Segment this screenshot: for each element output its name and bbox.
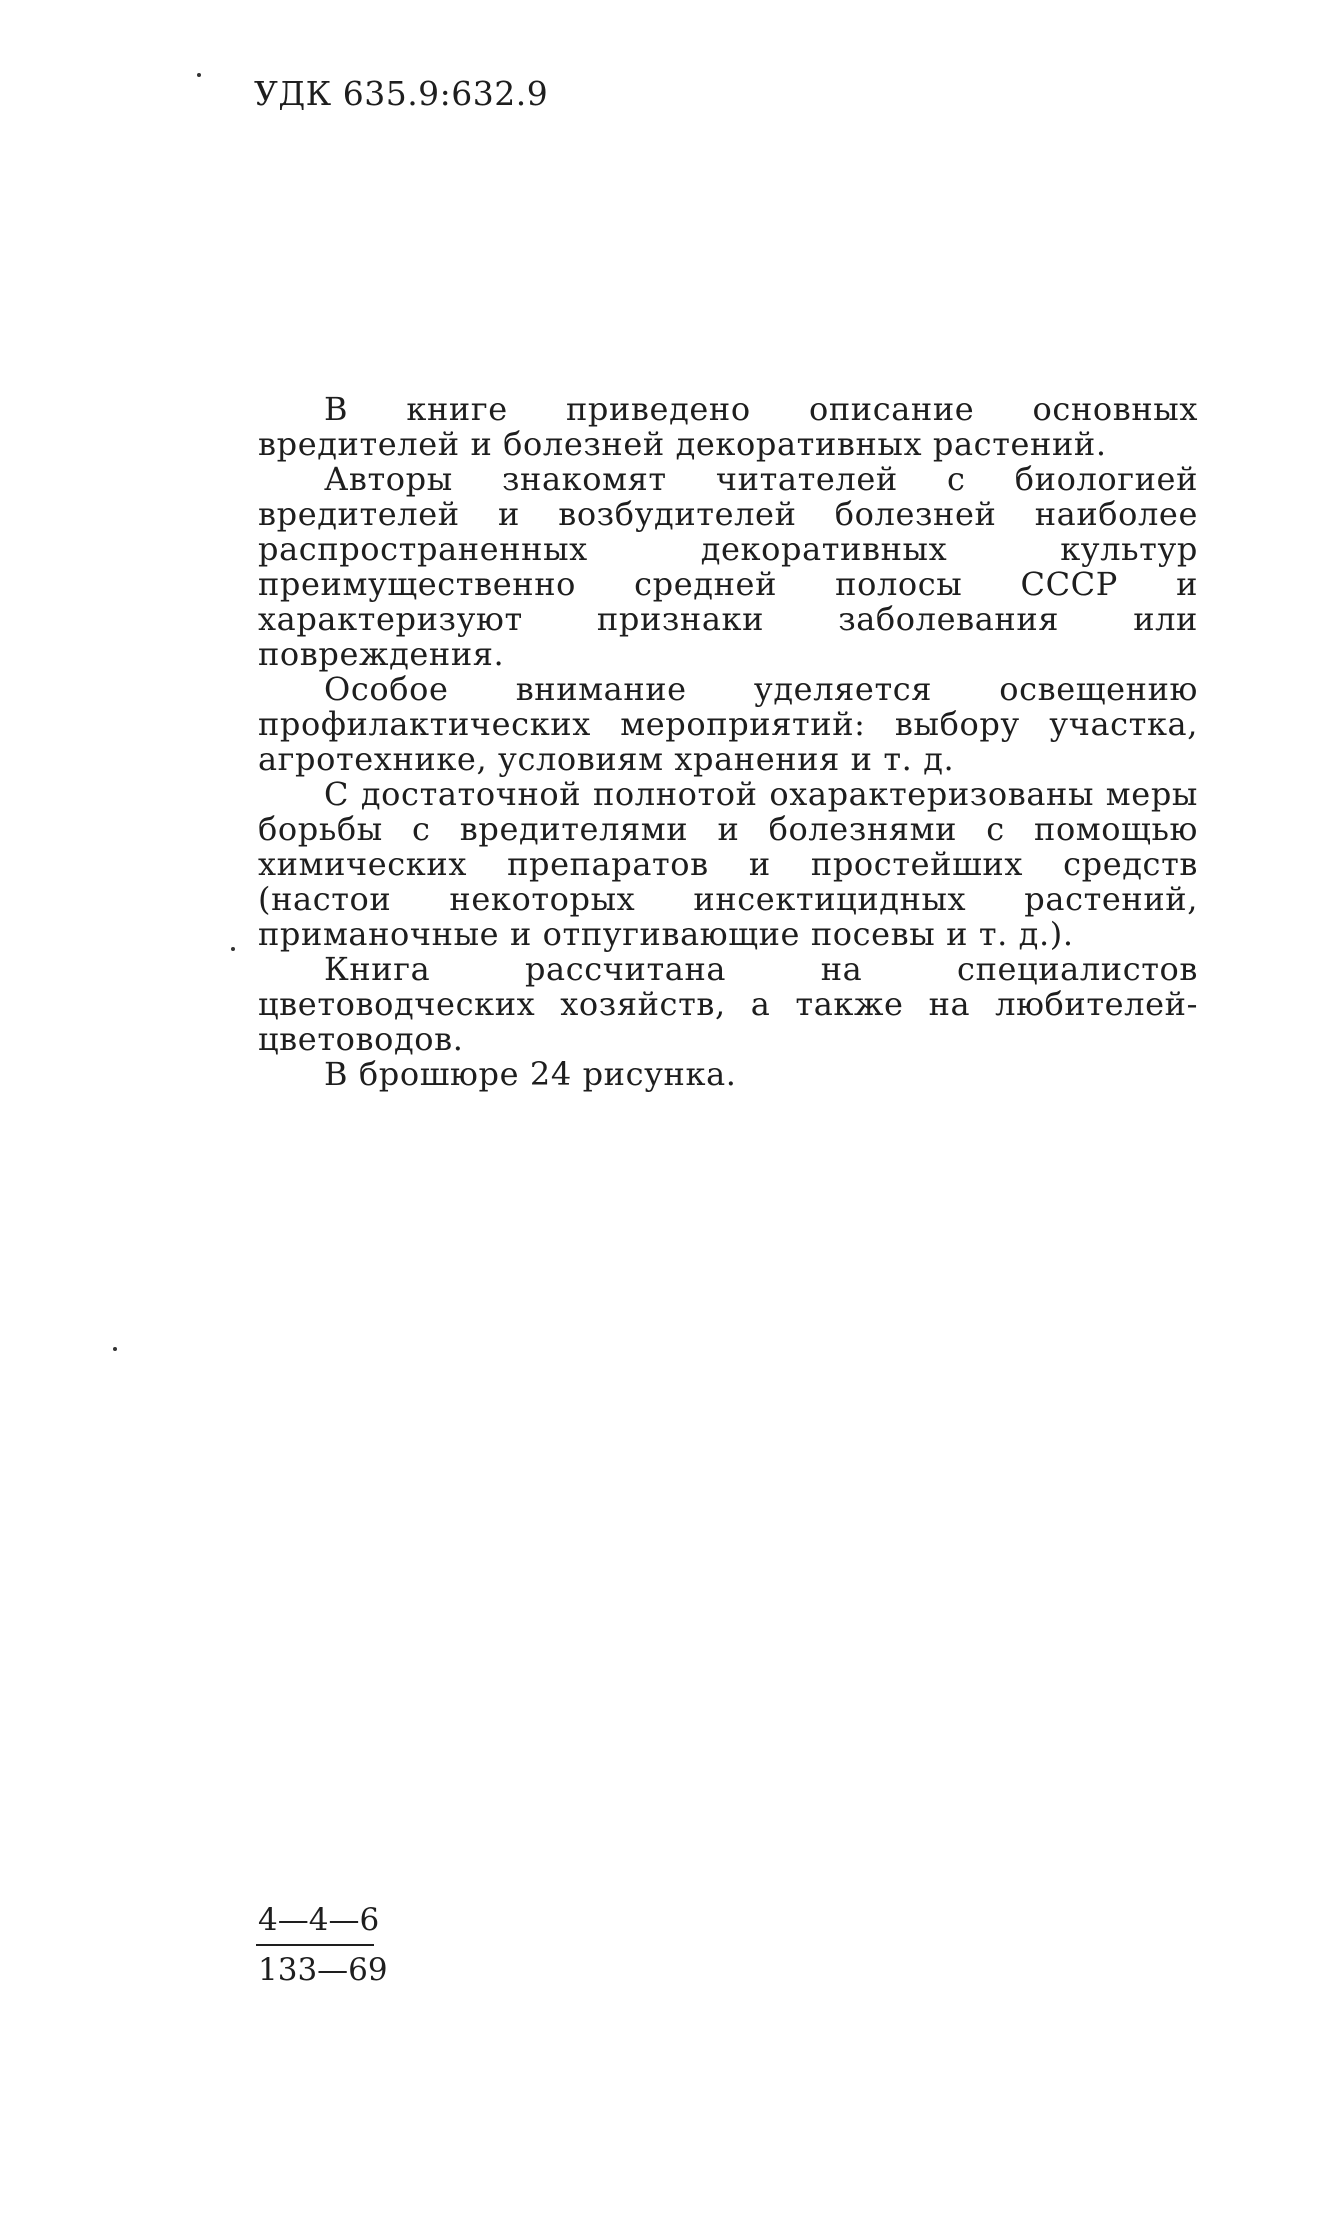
udc-code: УДК 635.9:632.9 xyxy=(254,74,549,113)
abstract-text xyxy=(258,392,1198,1092)
index-denominator: 133—69 xyxy=(258,1952,388,1988)
abstract-paragraph: Особое внимание уделяется освещению профилактических мероприятий: выбору участка, агротехнике, условиям хранения и т. д. xyxy=(258,670,1198,778)
abstract-paragraph: Книга рассчитана на специалистов цветоводческих хозяйств, а также на любителей-цветоводов. xyxy=(258,950,1198,1058)
abstract-paragraph: С достаточной полнотой охарактеризованы меры борьбы с вредителями и болезнями с помощью химических препаратов и простейших средств (настои некоторых инсектицидных растений, приманочные и отпугивающие посевы и т. д.). xyxy=(258,775,1198,953)
print-speck xyxy=(113,1347,117,1351)
print-speck xyxy=(231,947,235,951)
index-numerator: 4—4—6 xyxy=(258,1902,380,1938)
abstract-paragraph: В брошюре 24 рисунка. xyxy=(324,1055,737,1093)
abstract-paragraph: Авторы знакомят читателей с биологией вредителей и возбудителей болезней наиболее распространенных декоративных культур преимущественно средней полосы СССР и характеризуют признаки заболевания или повреждения. xyxy=(258,460,1198,673)
fraction-line xyxy=(256,1944,374,1946)
abstract-paragraph: В книге приведено описание основных вредителей и болезней декоративных растений. xyxy=(258,390,1198,463)
publisher-index xyxy=(256,1900,390,1990)
print-speck xyxy=(197,73,201,77)
